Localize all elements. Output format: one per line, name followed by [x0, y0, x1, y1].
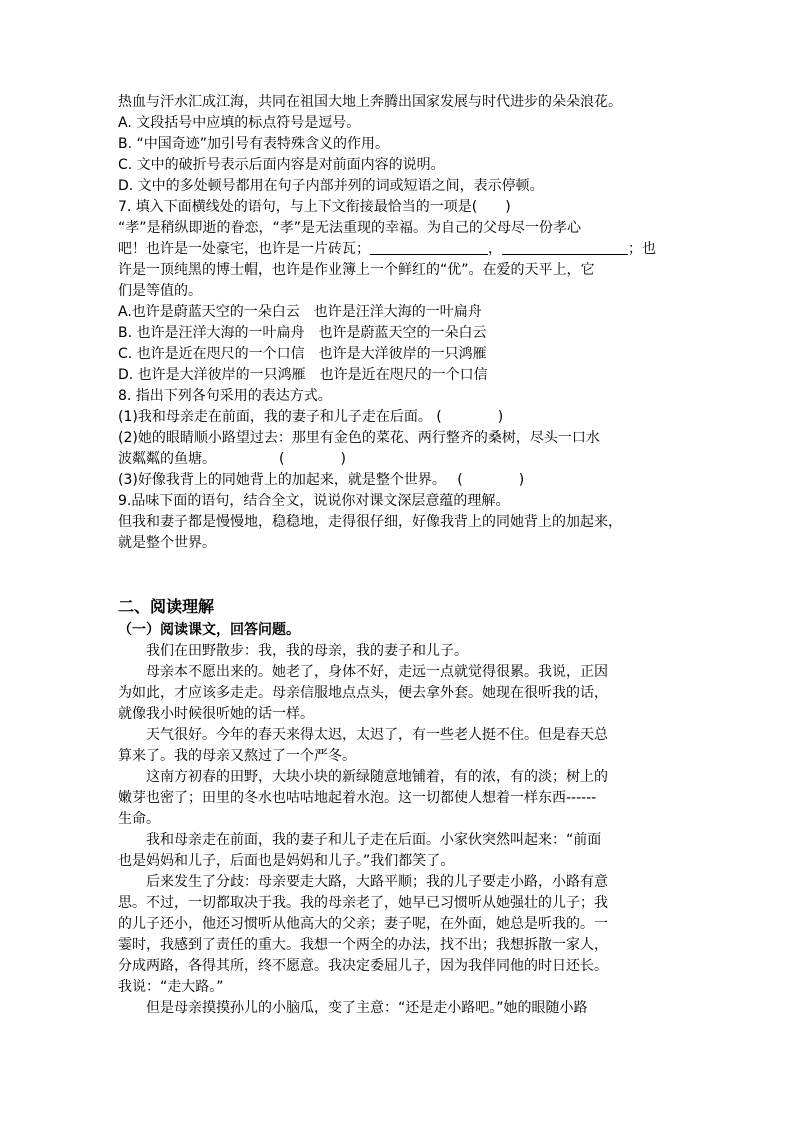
passage-line: 母亲本不愿出来的。她老了，身体不好，走远一点就觉得很累。我说，正因	[146, 664, 608, 680]
q7-option-a: A.也许是蔚蓝天空的一朵白云 也许是汪洋大海的一叶扁舟	[118, 304, 482, 320]
paragraph-continuation: 热血与汗水汇成江海，共同在祖国大地上奔腾出国家发展与时代进步的朵朵浪花。	[118, 94, 622, 110]
q6-option-c: C. 文中的破折号表示后面内容是对前面内容的说明。	[118, 157, 445, 173]
document-page	[118, 92, 680, 1019]
q7-option-b: B. 也许是汪洋大海的一叶扁舟 也许是蔚蓝天空的一朵白云	[118, 325, 487, 341]
passage-line: 分成两路，各得其所，终不愿意。我决定委屈儿子，因为我伴同他的时日还长。	[118, 958, 608, 974]
q8-item-2-cont: 波粼粼的鱼塘。 ( )	[118, 451, 346, 467]
q7-option-c: C. 也许是近在咫尺的一个口信 也许是大洋彼岸的一只鸿雁	[118, 346, 487, 362]
q7-text-line-4: 们是等值的。	[118, 283, 202, 299]
reading-passage	[118, 641, 680, 1019]
passage-line: 霎时，我感到了责任的重大。我想一个两全的办法，找不出；我想拆散一家人，	[118, 937, 608, 953]
q9-quote-line-1: 但我和妻子都是慢慢地，稳稳地，走得很仔细，好像我背上的同她背上的加起来，	[118, 514, 622, 530]
q7-option-d: D. 也许是大洋彼岸的一只鸿雁 也许是近在咫尺的一个口信	[118, 367, 488, 383]
passage-line: 也是妈妈和儿子，后面也是妈妈和儿子。”我们都笑了。	[118, 853, 455, 869]
passage-line: 的儿子还小，他还习惯听从他高大的父亲；妻子呢，在外面，她总是听我的。一	[118, 916, 608, 932]
q7-text-part-b: ，	[488, 241, 502, 257]
passage-line: 思。不过，一切都取决于我。我的母亲老了，她早已习惯听从她强壮的儿子；我	[118, 895, 608, 911]
q7-text-line-1: “孝”是稍纵即逝的眷恋，“孝”是无法重现的幸福。为自己的父母尽一份孝心	[118, 220, 582, 236]
q7-text-part-a: 吧！也许是一处豪宅，也许是一片砖瓦；	[118, 241, 370, 257]
q6-option-d: D. 文中的多处顿号都用在句子内部并列的词或短语之间，表示停顿。	[118, 178, 544, 194]
q9-quote-line-2: 就是整个世界。	[118, 535, 216, 551]
q8-stem: 8. 指出下列各句采用的表达方式。	[118, 388, 332, 404]
section-title: 二、阅读理解	[118, 597, 215, 616]
passage-line: 后来发生了分歧：母亲要走大路，大路平顺；我的儿子要走小路，小路有意	[146, 874, 608, 890]
q8-item-2: (2)她的眼睛顺小路望过去：那里有金色的菜花、两行整齐的桑树，尽头一口水	[118, 430, 600, 446]
q9-stem: 9.品味下面的语句，结合全文，说说你对课文深层意蕴的理解。	[118, 493, 510, 509]
sub-section-title: （一）阅读课文，回答问题。	[118, 622, 300, 638]
answer-blank-2[interactable]	[502, 240, 628, 255]
passage-line: 算来了。我的母亲又熬过了一个严冬。	[118, 748, 356, 764]
passage-line: 我和母亲走在前面，我的妻子和儿子走在后面。小家伙突然叫起来：“前面	[146, 832, 602, 848]
passage-line: 我说：“走大路。”	[118, 979, 224, 995]
q8-item-3: (3)好像我背上的同她背上的加起来，就是整个世界。 ( )	[118, 472, 525, 488]
passage-line: 生命。	[118, 811, 160, 827]
passage-line: 天气很好。今年的春天来得太迟，太迟了，有一些老人挺不住。但是春天总	[146, 727, 608, 743]
q7-text-part-c: ；也	[628, 241, 656, 257]
passage-line: 这南方初春的田野，大块小块的新绿随意地铺着，有的浓，有的淡；树上的	[146, 769, 608, 785]
passage-line: 但是母亲摸摸孙儿的小脑瓜，变了主意：“还是走小路吧。”她的眼随小路	[146, 1000, 588, 1016]
passage-line: 我们在田野散步：我，我的母亲，我的妻子和儿子。	[146, 643, 468, 659]
q7-text-line-3: 许是一顶纯黑的博士帽，也许是作业簿上一个鲜红的“优”。在爱的天平上，它	[118, 262, 595, 278]
q7-stem: 7. 填入下面横线处的语句，与上下文衔接最恰当的一项是( )	[118, 199, 511, 215]
passage-line: 嫩芽也密了；田里的冬水也咕咕地起着水泡。这一切都使人想着一样东西------	[118, 790, 597, 806]
q6-option-b: B. “中国奇迹”加引号有表特殊含义的作用。	[118, 136, 390, 152]
q7-text-line-2	[118, 239, 680, 260]
q6-option-a: A. 文段括号中应填的标点符号是逗号。	[118, 115, 361, 131]
passage-line: 就像我小时候很听她的话一样。	[118, 706, 314, 722]
answer-blank-1[interactable]	[370, 240, 488, 255]
q8-item-1: (1)我和母亲走在前面，我的妻子和儿子走在后面。 ( )	[118, 409, 504, 425]
passage-line: 为如此，才应该多走走。母亲信服地点点头，便去拿外套。她现在很听我的话，	[118, 685, 608, 701]
